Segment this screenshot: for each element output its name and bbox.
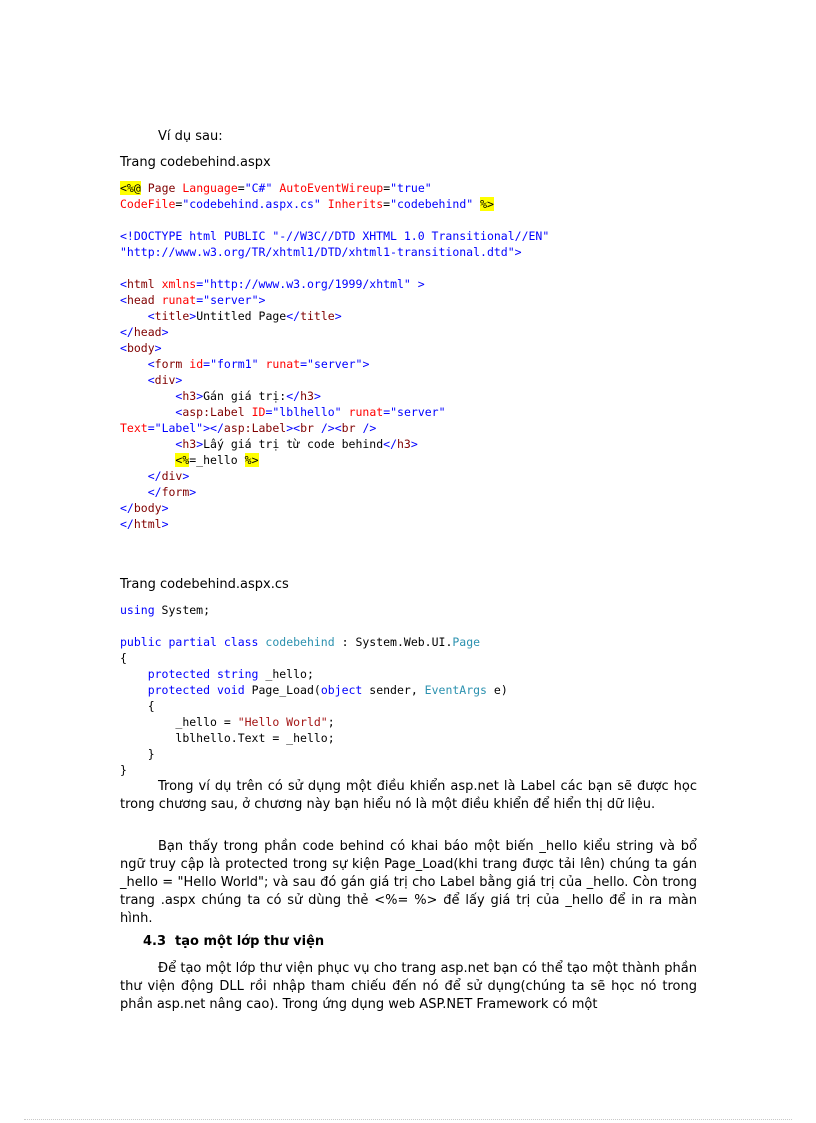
code-token: Language: [182, 181, 238, 195]
code-token: AutoEventWireup: [279, 181, 384, 195]
code-token: Lấy giá trị từ code behind: [203, 437, 384, 451]
directive-close: %>: [480, 197, 494, 211]
code-token: Untitled Page: [196, 309, 287, 323]
code-token: using: [120, 603, 155, 617]
code-token: System;: [154, 603, 211, 617]
code-token: Page_Load(: [244, 683, 321, 697]
code-token: Page: [147, 181, 176, 195]
code-token: "codebehind.aspx.cs": [182, 197, 321, 211]
code-token: =_hello: [189, 453, 245, 467]
code-token: Page: [452, 635, 481, 649]
code-token: "Label": [154, 421, 204, 435]
code-token: protected void: [147, 683, 245, 697]
code-token: "server": [390, 405, 446, 419]
code-token: "http://www.w3.org/TR/xhtml1/DTD/xhtml1-transitional.dtd">: [120, 245, 522, 259]
file-label-cs: Trang codebehind.aspx.cs: [120, 577, 289, 592]
paragraph-library: Để tạo một lớp thư viện phục vụ cho trang asp.net bạn có thể tạo một thành phần thư viện động DLL rồi nhập tham chiếu đến nó để sử dụng(chúng ta sẽ học nó trong phần asp.net nâng cao). Trong ứng dụng web ASP.NET Framework có một: [120, 961, 697, 1012]
code-block-cs: using System; public partial class codebehind : System.Web.UI.Page { protected string _hello; protected void Page_Load(object sender, EventArgs e) { _hello = "Hello World"; lblhello.Text = _hello; } }: [120, 603, 508, 777]
expr-open: <%: [175, 453, 190, 467]
code-token: "C#": [244, 181, 273, 195]
section-heading: [143, 934, 324, 949]
code-token: ;: [327, 715, 335, 729]
code-token: lblhello.Text = _hello;: [175, 731, 335, 745]
code-token: : System.Web.UI.: [334, 635, 453, 649]
code-token: EventArgs: [424, 683, 487, 697]
code-token: protected string: [147, 667, 259, 681]
section-number: 4.3: [143, 934, 167, 949]
code-token: "Hello World": [237, 715, 328, 729]
code-token: "http://www.w3.org/1999/xhtml": [203, 277, 411, 291]
paragraph-label-explanation: Trong ví dụ trên có sử dụng một điều khiển asp.net là Label các bạn sẽ được học trong chương sau, ở chương này bạn hiểu nó là một điều khiển để hiển thị dữ liệu.: [120, 779, 697, 812]
code-token: e): [486, 683, 508, 697]
code-token: "form1": [210, 357, 259, 371]
code-token: _hello;: [258, 667, 314, 681]
paragraph-codebehind-explanation: Bạn thấy trong phần code behind có khai báo một biến _hello kiểu string và bổ ngữ truy cập là protected trong sự kiện Page_Load(khi trang được tải lên) chúng ta gán _hello = "Hello World"; và sau đó gán giá trị cho Label bằng giá trị của _hello. Còn trong trang .aspx chúng ta có sử dùng thẻ <%= %> để lấy giá trị của _hello để in ra màn hình.: [120, 839, 697, 926]
code-token: "server": [203, 293, 259, 307]
directive-open: <%@: [120, 181, 141, 195]
code-token: Inherits: [327, 197, 384, 211]
file-label-aspx: Trang codebehind.aspx: [120, 155, 271, 170]
section-title: tạo một lớp thư viện: [175, 934, 325, 949]
code-token: object: [320, 683, 363, 697]
code-token: _hello =: [175, 715, 238, 729]
code-token: "lblhello": [272, 405, 342, 419]
code-token: codebehind: [265, 635, 335, 649]
code-block-aspx: <%@ Page Language="C#" AutoEventWireup="true" CodeFile="codebehind.aspx.cs" Inherits="codebehind" %> <!DOCTYPE html PUBLIC "-//W3C//DTD XHTML 1.0 Transitional//EN" "http://www.w3.org/TR/xhtml1/DTD/xhtml1-transitional.dtd"> <html xmlns="http://www.w3.org/1999/xhtml" > <head runat="server"> <title>Untitled Page</title> </head> <body> <form id="form1" runat="server"> <div> <h3>Gán giá trị:</h3> <asp:Label ID="lblhello" runat="server" Text="Label"></asp:Label><br /><br /> <h3>Lấy giá trị từ code behind</h3> <%=_hello %> </div> </form> </body> </html>: [120, 181, 550, 531]
code-token: "codebehind": [390, 197, 474, 211]
code-token: "true": [390, 181, 432, 195]
code-token: sender,: [362, 683, 425, 697]
intro-text: Ví dụ sau:: [158, 129, 223, 144]
code-token: <!DOCTYPE html PUBLIC "-//W3C//DTD XHTML 1.0 Transitional//EN": [120, 229, 550, 243]
code-token: "server": [307, 357, 363, 371]
code-token: CodeFile: [120, 197, 176, 211]
expr-close: %>: [244, 453, 259, 467]
code-token: Gán giá trị:: [203, 389, 287, 403]
page-bottom-divider: [24, 1119, 792, 1120]
code-token: public partial class: [120, 635, 259, 649]
